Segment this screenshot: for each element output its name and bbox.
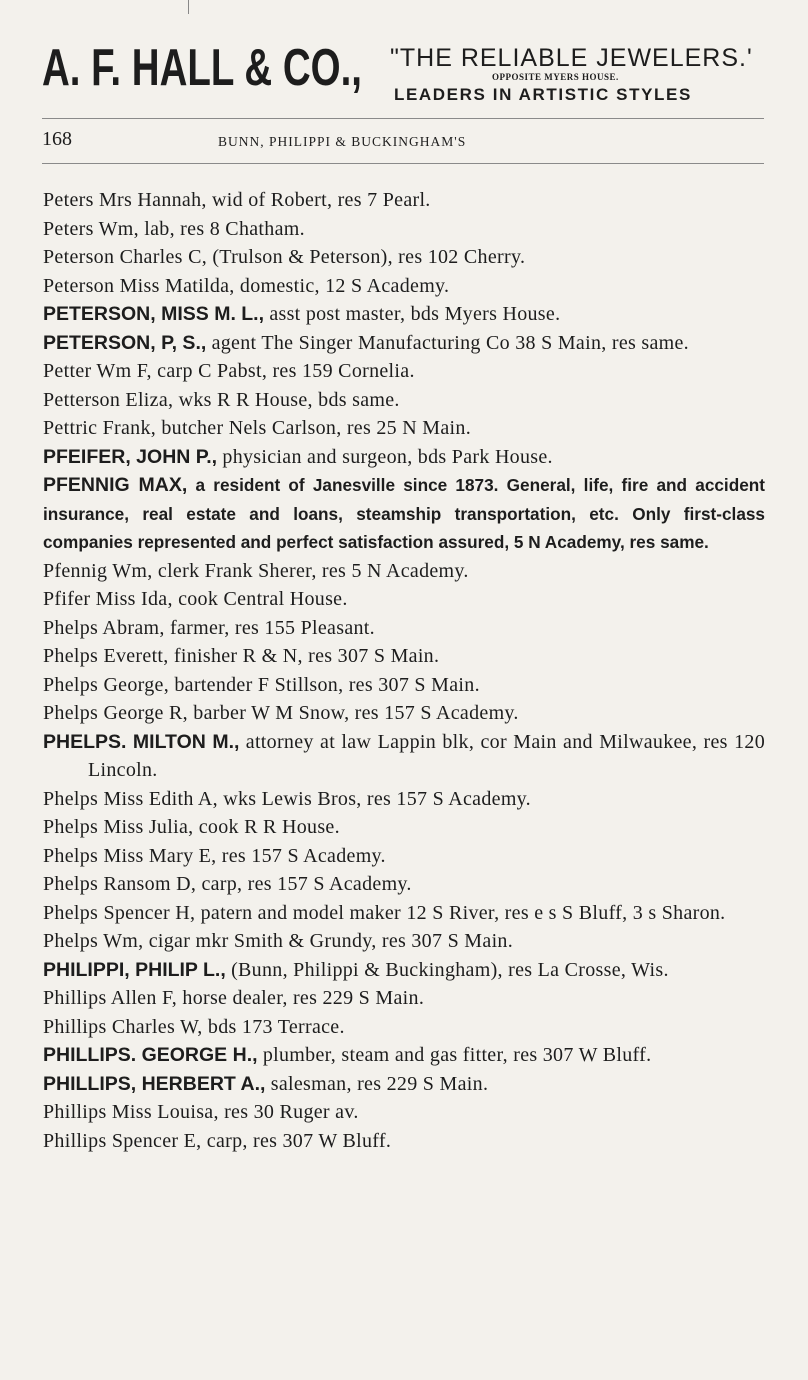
entry-name: Phillips Miss Louisa, — [43, 1101, 219, 1123]
entry-details: carp, res 307 W Bluff. — [201, 1129, 392, 1152]
entry-name: Phelps Everett, — [43, 645, 169, 667]
entry-name: Phelps Miss Edith A, — [43, 787, 218, 810]
entry-name: Petter Wm F, — [43, 360, 152, 382]
entry-name: Phillips Allen F, — [43, 987, 178, 1009]
entry-name: Phillips Spencer E, — [43, 1129, 202, 1152]
entry-name: Phelps Wm, — [43, 930, 144, 952]
header-rule-top — [42, 118, 764, 119]
entry-name: PFENNIG MAX, — [43, 474, 188, 496]
entry-details: finisher R & N, res 307 S Main. — [168, 645, 440, 667]
directory-entry-featured — [43, 728, 765, 785]
entry-name: Phelps George, — [43, 673, 170, 696]
entry-details: attorney at law Lappin blk, cor Main and Milwaukee, res 120 Lincoln. — [88, 730, 765, 781]
entry-name: Phelps Abram, — [43, 616, 165, 639]
entry-details: wks Lewis Bros, res 157 S Academy. — [217, 787, 531, 810]
entry-details: cook R R House. — [193, 816, 340, 838]
directory-entry — [43, 585, 765, 614]
directory-advertisement-entry — [43, 471, 765, 557]
running-head: BUNN, PHILIPPI & BUCKINGHAM'S — [218, 134, 467, 149]
directory-entry-featured — [43, 1041, 765, 1070]
entry-details: clerk Frank Sherer, res 5 N Academy. — [152, 559, 469, 582]
directory-listings — [43, 186, 765, 1155]
entry-name: PHELPS. MILTON M., — [43, 730, 240, 753]
entry-details: carp C Pabst, res 159 Cornelia. — [151, 360, 415, 382]
header-rule-bottom — [42, 163, 764, 164]
directory-entry — [43, 272, 765, 301]
entry-details: bds 173 Terrace. — [202, 1015, 345, 1038]
directory-entry — [43, 614, 765, 643]
directory-entry — [43, 357, 765, 386]
directory-entry — [43, 899, 765, 928]
directory-entry-featured — [43, 956, 765, 985]
directory-entry — [43, 186, 765, 215]
directory-entry — [43, 414, 765, 443]
entry-details: lab, res 8 Chatham. — [138, 217, 305, 240]
entry-details: carp, res 157 S Academy. — [196, 873, 412, 895]
entry-name: Petterson Eliza, — [43, 388, 174, 411]
entry-details: cigar mkr Smith & Grundy, res 307 S Main. — [143, 930, 514, 952]
entry-details: plumber, steam and gas fitter, res 307 W Bluff. — [257, 1044, 652, 1066]
entry-name: Peterson Charles C, — [43, 246, 208, 268]
entry-name: Pfifer Miss Ida, — [43, 588, 173, 610]
directory-entry — [43, 785, 765, 814]
advertiser-tagline: "THE RELIABLE JEWELERS.' — [390, 44, 753, 72]
entry-details: a resident of Janesville since 1873. General, life, fire and accident insurance, real estate and loans, steamship transportation, etc. Only first-class companies represented and perfect satisfaction assured, 5 N Academy, res same. — [43, 475, 765, 552]
entry-details: (Trulson & Peterson), res 102 Cherry. — [207, 246, 526, 268]
entry-details: asst post master, bds Myers House. — [264, 303, 561, 325]
advertiser-slogan: LEADERS IN ARTISTIC STYLES — [394, 85, 692, 104]
directory-entry — [43, 870, 765, 899]
top-margin-mark — [188, 0, 189, 14]
directory-entry — [43, 699, 765, 728]
entry-details: salesman, res 229 S Main. — [265, 1072, 489, 1095]
entry-details: bartender F Stillson, res 307 S Main. — [169, 673, 480, 696]
directory-entry — [43, 557, 765, 586]
entry-name: Peterson Miss Matilda, — [43, 274, 235, 297]
entry-name: PHILLIPS, HERBERT A., — [43, 1072, 266, 1095]
entry-details: agent The Singer Manufacturing Co 38 S Main, res same. — [206, 331, 689, 354]
directory-entry — [43, 642, 765, 671]
directory-entry-featured — [43, 300, 765, 329]
entry-details: wid of Robert, res 7 Pearl. — [206, 189, 431, 211]
directory-entry — [43, 927, 765, 956]
entry-name: Phelps George R, — [43, 702, 188, 724]
entry-details: patern and model maker 12 S River, res e s S Bluff, 3 s Sharon. — [195, 901, 726, 924]
entry-name: PHILIPPI, PHILIP L., — [43, 958, 226, 981]
directory-entry — [43, 671, 765, 700]
entry-details: domestic, 12 S Academy. — [234, 274, 450, 297]
entry-name: Peters Mrs Hannah, — [43, 189, 207, 211]
directory-entry — [43, 842, 765, 871]
entry-details: horse dealer, res 229 S Main. — [177, 987, 425, 1009]
page-number: 168 — [42, 128, 72, 150]
entry-details: res 157 S Academy. — [216, 844, 386, 867]
directory-entry — [43, 386, 765, 415]
entry-name: Phelps Ransom D, — [43, 873, 197, 895]
directory-entry — [43, 1098, 765, 1127]
entry-name: Peters Wm, — [43, 217, 139, 240]
entry-name: Phelps Miss Julia, — [43, 816, 194, 838]
entry-name: PETERSON, P, S., — [43, 331, 207, 354]
entry-name: Pfennig Wm, — [43, 559, 153, 582]
directory-entry — [43, 243, 765, 272]
entry-details: res 30 Ruger av. — [218, 1101, 359, 1123]
entry-details: (Bunn, Philippi & Buckingham), res La Crosse, Wis. — [225, 958, 669, 981]
directory-entry-featured — [43, 329, 765, 358]
advertiser-location: OPPOSITE MYERS HOUSE. — [492, 72, 619, 82]
entry-name: Phelps Spencer H, — [43, 901, 196, 924]
entry-details: barber W M Snow, res 157 S Academy. — [187, 702, 519, 724]
advertiser-name: A. F. HALL & CO., — [42, 39, 362, 97]
entry-name: Phillips Charles W, — [43, 1015, 203, 1038]
entry-name: PFEIFER, JOHN P., — [43, 445, 218, 468]
entry-name: PHILLIPS. GEORGE H., — [43, 1044, 258, 1066]
entry-name: Pettric Frank, — [43, 417, 157, 439]
entry-details: wks R R House, bds same. — [173, 388, 400, 411]
directory-entry — [43, 984, 765, 1013]
directory-entry-featured — [43, 1070, 765, 1099]
directory-entry — [43, 813, 765, 842]
entry-details: cook Central House. — [172, 588, 348, 610]
entry-details: farmer, res 155 Pleasant. — [164, 616, 375, 639]
entry-name: PETERSON, MISS M. L., — [43, 303, 265, 325]
entry-details: physician and surgeon, bds Park House. — [217, 445, 553, 468]
entry-name: Phelps Miss Mary E, — [43, 844, 217, 867]
directory-entry-featured — [43, 443, 765, 472]
directory-entry — [43, 215, 765, 244]
entry-details: butcher Nels Carlson, res 25 N Main. — [156, 417, 472, 439]
directory-entry — [43, 1013, 765, 1042]
directory-entry — [43, 1127, 765, 1156]
